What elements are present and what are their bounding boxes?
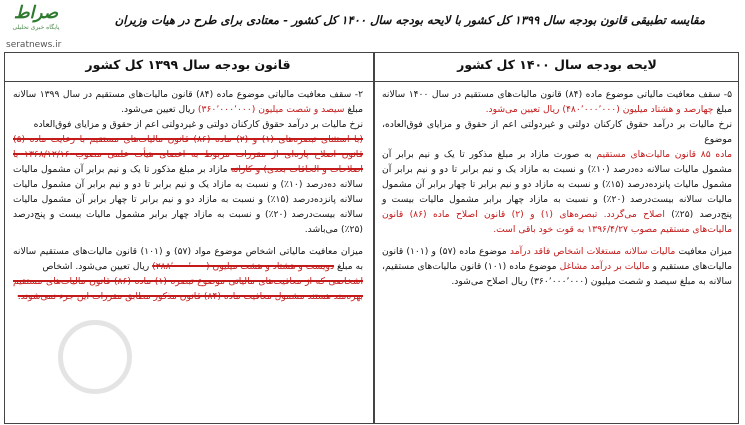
left-p4-tail: ریال تعیین می‌شود. اشخاص [42, 261, 150, 272]
right-p1-amount: چهارصد و هشتاد میلیون (۴۸۰٬۰۰۰٬۰۰۰) ریال تعیین می‌شود. [485, 104, 714, 115]
left-p3-rates: مازاد بر مبلغ مذکور تا یک و نیم برابر آن مشمول مالیات سالانه ده‌درصد (۱۰٪) و نسبت به مازاد یک و نیم برابر تا دو و نیم برابر آن مشمول مالیات سالانه پانزده‌درصد (۱۵٪) و نسبت به مازاد دو و نیم برابر تا چهار برابر آن مشمول مالیات سالانه بیست‌درصد (۲۰٪) و نسبت به مازاد چهار برابر مشمول مالیات بیست و پنج‌درصد (۲۵٪) می‌باشد. [13, 164, 364, 235]
left-paragraph-4 [13, 244, 363, 274]
right-p4-e: موضوع ماده (۱۰۱) قانون مالیات‌های مستقیم، سالانه به مبلغ سیصد و شصت میلیون (۳۶۰٬۰۰۰٬۰۰۰) ریال اصلاح می‌شود. [382, 261, 732, 287]
left-p3-struck: (با استثنای تبصره‌های (۱) و (۲) ماده (۸۶) قانون مالیات‌های مستقیم با رعایت ماده (۵) قانون اصلاح پاره‌ای از مقررات مربوط به اعضای هیأت علمی مصوب ۱۳۶۸/۱۲/۱۶ با اصلاحات و الحاقات بعدی) و کارانه [13, 134, 363, 175]
right-column-body [382, 87, 732, 289]
left-column-body [13, 87, 363, 304]
brand-logo [4, 2, 68, 36]
left-column-header: قانون بودجه سال ۱۳۹۹ کل کشور [85, 57, 291, 72]
watermark-emblem [58, 320, 132, 394]
header-divider [5, 81, 738, 82]
right-p3-article: ماده ۸۵ قانون مالیات‌های مستقیم [596, 149, 733, 160]
left-p5-struck: اشخاصی که از معافیت‌های مالیاتی موضوع تبصره (۱) ماده (۸۶) قانون مالیات‌های مستقیم بهره‌مند هستند مشمول معافیت ماده (۸۴) قانون مذکور مطابق مقررات این جزء نمی‌شوند. [13, 276, 363, 302]
right-paragraph-4 [382, 244, 732, 289]
right-p3-amendment: اصلاح می‌گردد. تبصره‌های (۱) و (۲) قانون اصلاح ماده (۸۶) قانون مالیات‌های مستقیم مصوب ۱۳۹۶/۴/۲۷ به قوت خود باقی است. [382, 209, 732, 235]
right-p4-b: مالیات سالانه مستغلات اشخاص فاقد درآمد [509, 246, 676, 257]
right-paragraph-1 [382, 87, 732, 117]
left-p4-amount: دویست و هشتاد و هشت میلیون (۲۸۸٬۰۰۰٬۰۰۰) [152, 261, 335, 272]
right-p3-rates: به صورت مازاد بر مبلغ مذکور تا یک و نیم برابر آن مشمول مالیات سالانه ده‌درصد (۱۰٪) و نسبت به مازاد یک و نیم برابر تا دو و نیم برابر آن مشمول مالیات پانزده‌درصد (۱۵٪) و نسبت به مازاد دو و نیم برابر تا چهار برابر آن مشمول مالیات سالانه بیست‌درصد (۲۰٪) و نسبت به مازاد چهار برابر مشمول مالیات بیست و پنج‌درصد (۲۵٪) [382, 149, 733, 220]
left-paragraph-2 [13, 117, 363, 132]
left-p1-amount: سیصد و شصت میلیون (۳۶۰٬۰۰۰٬۰۰۰) [197, 104, 345, 115]
right-p4-a: میزان معافیت [678, 246, 732, 257]
right-paragraph-2 [382, 117, 732, 147]
right-p4-c: موضوع ماده (۵۷) و (۱۰۱) قانون مالیات‌های مستقیم و [382, 246, 733, 272]
right-column-header: لایحه بودجه سال ۱۴۰۰ کل کشور [457, 57, 657, 72]
brand-logo-text: صراط [13, 3, 59, 23]
site-url: seratnews.ir [6, 40, 62, 50]
left-paragraph-3 [13, 132, 363, 237]
right-p1-text: ۵- سقف معافیت مالیاتی موضوع ماده (۸۴) قانون مالیات‌های مستقیم در سال ۱۴۰۰ سالانه مبلغ [382, 89, 733, 115]
brand-logo-sub: پایگاه خبری تحلیلی [12, 24, 60, 31]
left-p1-text: ۲- سقف معافیت مالیاتی موضوع ماده (۸۴) قانون مالیات‌های مستقیم در سال ۱۳۹۹ سالانه مبلغ [13, 89, 364, 115]
left-p1-tail: ریال تعیین می‌شود. [121, 104, 195, 115]
right-p4-d: مالیات بر درآمد مشاغل [559, 261, 650, 272]
left-p2-text: نرخ مالیات بر درآمد حقوق کارکنان دولتی و غیردولتی اعم از حقوق و مزایای فوق‌العاده [33, 119, 363, 130]
column-divider [373, 53, 375, 423]
left-paragraph-5 [13, 274, 363, 304]
left-p4-text: میزان معافیت مالیاتی اشخاص موضوع مواد (۵۷) و (۱۰۱) قانون مالیات‌های مستقیم سالانه به مبلغ [13, 246, 363, 272]
page-title: مقایسه تطبیقی قانون بودجه سال ۱۳۹۹ کل کشور با لایحه بودجه سال ۱۴۰۰ کل کشور - معتادی برای طرح در هیات وزیران [114, 13, 705, 27]
right-paragraph-3 [382, 147, 732, 237]
right-p2-text: نرخ مالیات بر درآمد حقوق کارکنان دولتی و غیردولتی اعم از حقوق و مزایای فوق‌العاده، موضوع [382, 119, 732, 145]
left-paragraph-1 [13, 87, 363, 117]
